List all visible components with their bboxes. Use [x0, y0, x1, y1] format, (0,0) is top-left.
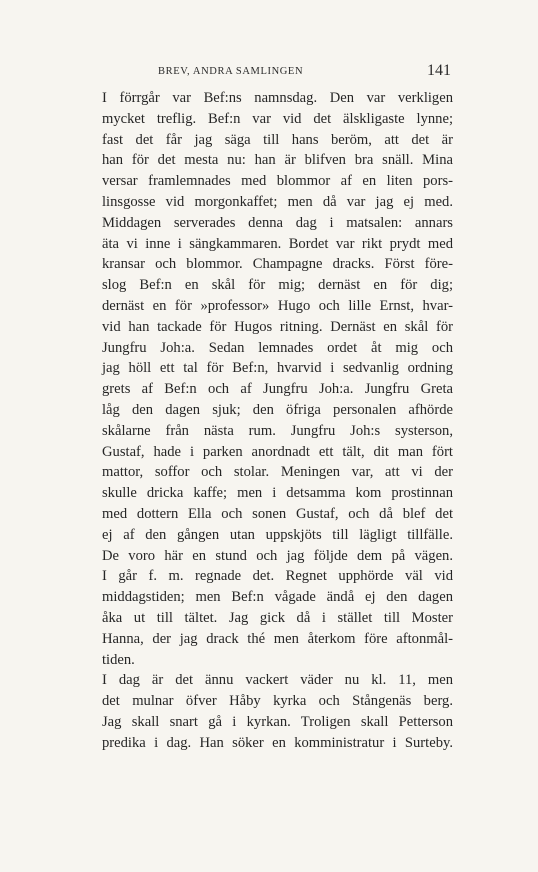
text-line: kransar och blommor. Champagne dracks. Först före-	[102, 256, 453, 273]
text-line: åka ut till tältet. Jag gick då i stället till Moster	[102, 609, 453, 626]
text-line: middagstiden; men Bef:n vågade ändå ej den dagen	[102, 589, 453, 606]
text-line: mycket treflig. Bef:n var vid det älskligaste lynne;	[102, 110, 453, 127]
running-title: BREV, ANDRA SAMLINGEN	[158, 66, 304, 77]
text-line: Jungfru Joh:a. Sedan lemnades ordet åt mig och	[102, 339, 453, 356]
text-line: skulle dricka kaffe; men i detsamma kom prostinnan	[102, 485, 453, 502]
text-line: ej af den gången utan uppskjöts till lägligt tillfälle.	[102, 526, 453, 543]
text-line: det mulnar öfver Håby kyrka och Stångenäs berg.	[102, 693, 453, 710]
text-line: linsgosse vid morgonkaffet; men då var jag ej med.	[102, 193, 453, 210]
text-line: predika i dag. Han söker en komministratur i Surteby.	[102, 734, 453, 751]
text-line: Hanna, der jag drack thé men återkom före aftonmål-	[102, 630, 453, 647]
text-line: mattor, soffor och stolar. Meningen var, att vi der	[102, 464, 453, 481]
text-line: han för det mesta nu: han är blifven bra snäll. Mina	[102, 152, 453, 169]
text-line: grets af Bef:n och af Jungfru Joh:a. Jungfru Greta	[102, 381, 453, 398]
page-number: 141	[427, 62, 451, 79]
text-line: fast det får jag säga till hans beröm, att det är	[102, 131, 453, 148]
text-line: slog Bef:n en skål för mig; dernäst en för dig;	[102, 277, 453, 294]
text-line: dernäst en för »professor» Hugo och lille Ernst, hvar-	[102, 297, 453, 314]
text-line: tiden.	[102, 651, 135, 668]
text-line: De voro här en stund och jag följde dem på vägen.	[102, 547, 453, 564]
text-line: skålarne från nästa rum. Jungfru Joh:s systerson,	[102, 422, 453, 439]
text-line: Gustaf, hade i parken anordnadt ett tält, dit man fört	[102, 443, 453, 460]
text-line: versar framlemnades med blommor af en liten pors-	[102, 173, 453, 190]
text-line: vid han tackade för Hugos ritning. Dernäst en skål för	[102, 318, 453, 335]
text-line: låg den dagen sjuk; den öfriga personalen afhörde	[102, 401, 453, 418]
text-line: I förrgår var Bef:ns namnsdag. Den var verkligen	[102, 90, 453, 106]
text-line: Jag skall snart gå i kyrkan. Troligen skall Petterson	[102, 713, 453, 730]
text-line: Middagen serverades denna dag i matsalen: annars	[102, 214, 453, 231]
text-line: I går f. m. regnade det. Regnet upphörde väl vid	[102, 568, 453, 585]
text-line: med dottern Ella och sonen Gustaf, och då blef det	[102, 505, 453, 522]
text-line: I dag är det ännu vackert väder nu kl. 11, men	[102, 672, 453, 689]
text-line: jag höll ett tal för Bef:n, hvarvid i sedvanlig ordning	[102, 360, 453, 377]
text-line: äta vi inne i sängkammaren. Bordet var rikt prydt med	[102, 235, 453, 252]
body-text	[102, 88, 453, 754]
running-head	[96, 62, 451, 82]
